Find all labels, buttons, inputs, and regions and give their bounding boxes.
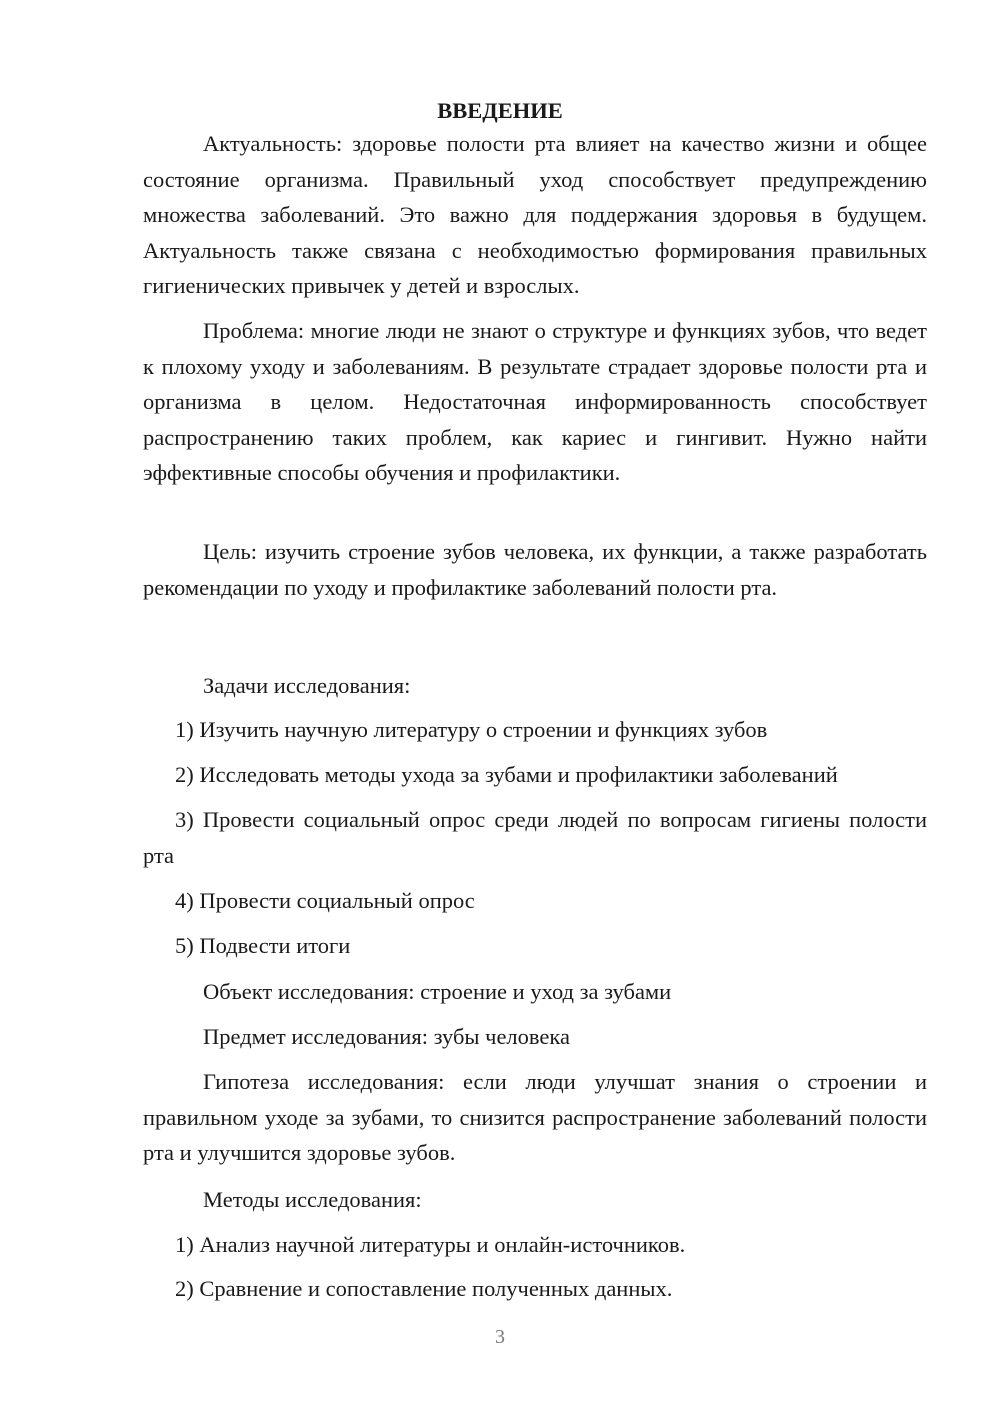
task-item-5: 5) Подвести итоги (175, 933, 351, 958)
task-item-3: 3) Провести социальный опрос среди людей по вопросам гигиены полости рта (143, 807, 927, 868)
method-item-1: 1) Анализ научной литературы и онлайн-источников. (175, 1232, 686, 1257)
research-object: Объект исследования: строение и уход за зубами (203, 979, 672, 1004)
method-item-2: 2) Сравнение и сопоставление полученных данных. (175, 1276, 673, 1301)
goal-paragraph: Цель: изучить строение зубов человека, их функции, а также разработать рекомендации по уходу и профилактике заболеваний полости рта. (143, 539, 927, 600)
hypothesis-paragraph: Гипотеза исследования: если люди улучшат знания о строении и правильном уходе за зубами, то снизится распространение заболеваний полости рта и улучшится здоровье зубов. (143, 1069, 927, 1165)
problem-paragraph: Проблема: многие люди не знают о структуре и функциях зубов, что ведет к плохому уходу и заболеваниям. В результате страдает здоровье полости рта и организма в целом. Недостаточная информированность способствует распространению таких проблем, как кариес и гингивит. Нужно найти эффективные способы обучения и профилактики. (143, 318, 927, 485)
task-item-4: 4) Провести социальный опрос (175, 888, 475, 913)
task-item-2: 2) Исследовать методы ухода за зубами и профилактики заболеваний (175, 762, 838, 787)
task-item-1: 1) Изучить научную литературу о строении и функциях зубов (175, 717, 768, 742)
tasks-heading: Задачи исследования: (203, 673, 411, 698)
research-subject: Предмет исследования: зубы человека (203, 1024, 570, 1049)
section-title: ВВЕДЕНИЕ (437, 98, 563, 123)
relevance-paragraph: Актуальность: здоровье полости рта влияет на качество жизни и общее состояние организма. Правильный уход способствует предупреждению множества заболеваний. Это важно для поддержания здоровья в будущем. Актуальность также связана с необходимостью формирования правильных гигиенических привычек у детей и взрослых. (143, 131, 927, 298)
page-number: 3 (495, 1326, 505, 1348)
methods-heading: Методы исследования: (203, 1187, 422, 1212)
